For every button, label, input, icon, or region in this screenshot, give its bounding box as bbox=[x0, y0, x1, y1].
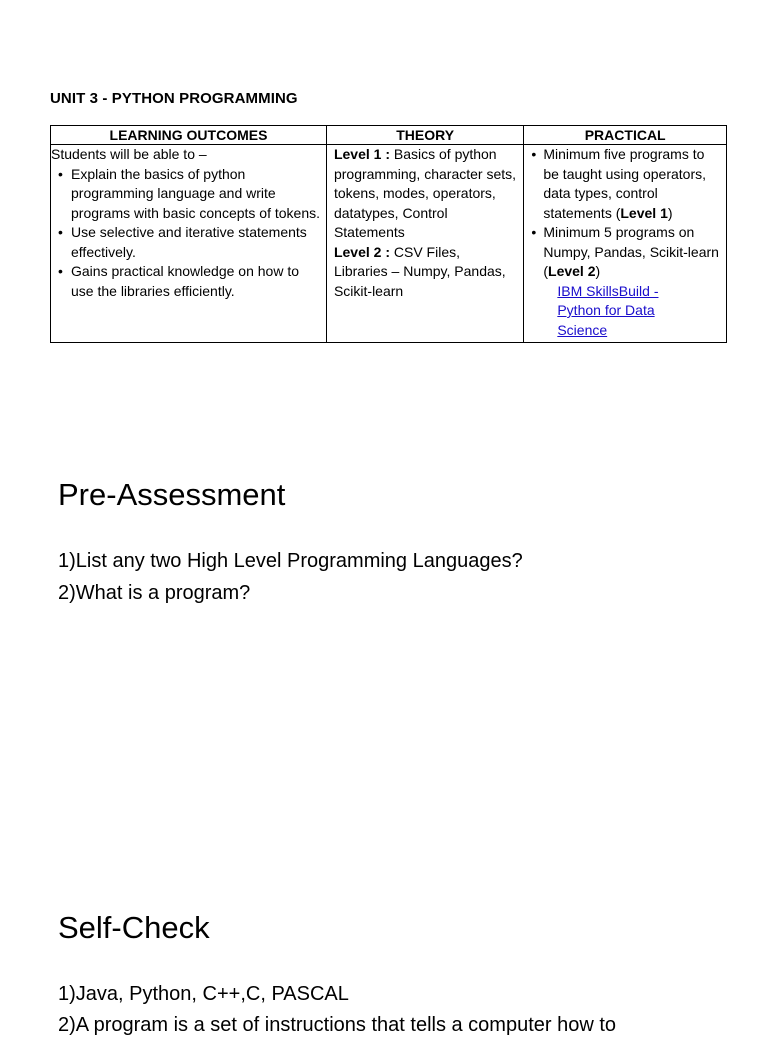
outcome-item: • Gains practical knowledge on how to use the libraries efficiently. bbox=[51, 262, 322, 301]
outcome-item: • Explain the basics of python programming language and write programs with basic concepts of tokens. bbox=[51, 165, 322, 224]
theory-level-1 bbox=[334, 145, 517, 243]
practical-item-2-close: ) bbox=[595, 263, 601, 279]
theory-level-2 bbox=[334, 243, 517, 302]
practical-item-1-level: Level 1 bbox=[620, 204, 668, 221]
practical-cell bbox=[524, 145, 727, 343]
outcome-item: • Use selective and iterative statements effectively. bbox=[51, 223, 322, 262]
table-row bbox=[51, 145, 727, 343]
outcomes-intro: Students will be able to – bbox=[51, 146, 207, 162]
curriculum-table bbox=[50, 125, 727, 343]
learning-outcomes-cell bbox=[51, 145, 327, 343]
theory-level-2-text: CSV Files, Libraries – Numpy, Pandas, Scikit-learn bbox=[333, 243, 506, 299]
outcomes-list bbox=[51, 165, 322, 302]
self-check-answer: 2)A program is a set of instructions that tells a computer how to bbox=[58, 1014, 617, 1036]
pre-assessment-question: 2)What is a program? bbox=[58, 582, 251, 604]
ibm-skillsbuild-link[interactable]: IBM SkillsBuild - Python for Data Science bbox=[557, 282, 659, 338]
self-check-answer: 1)Java, Python, C++,C, PASCAL bbox=[58, 983, 349, 1005]
header-learning-outcomes: LEARNING OUTCOMES bbox=[51, 126, 327, 145]
pre-assessment-question: 1)List any two High Level Programming Languages? bbox=[58, 550, 523, 572]
theory-cell bbox=[326, 145, 523, 343]
unit-title: UNIT 3 - PYTHON PROGRAMMING bbox=[50, 90, 298, 107]
practical-item bbox=[524, 223, 722, 282]
table-header-row bbox=[51, 126, 727, 145]
theory-level-2-label: Level 2 : bbox=[333, 243, 390, 260]
theory-level-1-text: Basics of python programming, character sets, tokens, modes, operators, datatypes, Control Statements bbox=[333, 146, 517, 240]
practical-item bbox=[524, 145, 722, 223]
practical-item-1-close: ) bbox=[667, 204, 673, 221]
pre-assessment-title: Pre-Assessment bbox=[58, 477, 286, 512]
header-practical: PRACTICAL bbox=[524, 126, 727, 145]
practical-item-1-text: Minimum five programs to be taught using operators, data types, control statements ( bbox=[543, 146, 707, 221]
theory-level-1-label: Level 1 : bbox=[333, 146, 390, 162]
header-theory: THEORY bbox=[326, 126, 523, 145]
practical-list bbox=[524, 145, 722, 282]
practical-item-2-text: Minimum 5 programs on Numpy, Pandas, Scikit-learn ( bbox=[543, 224, 719, 279]
practical-item-2-level: Level 2 bbox=[548, 263, 596, 279]
self-check-title: Self-Check bbox=[58, 910, 210, 945]
